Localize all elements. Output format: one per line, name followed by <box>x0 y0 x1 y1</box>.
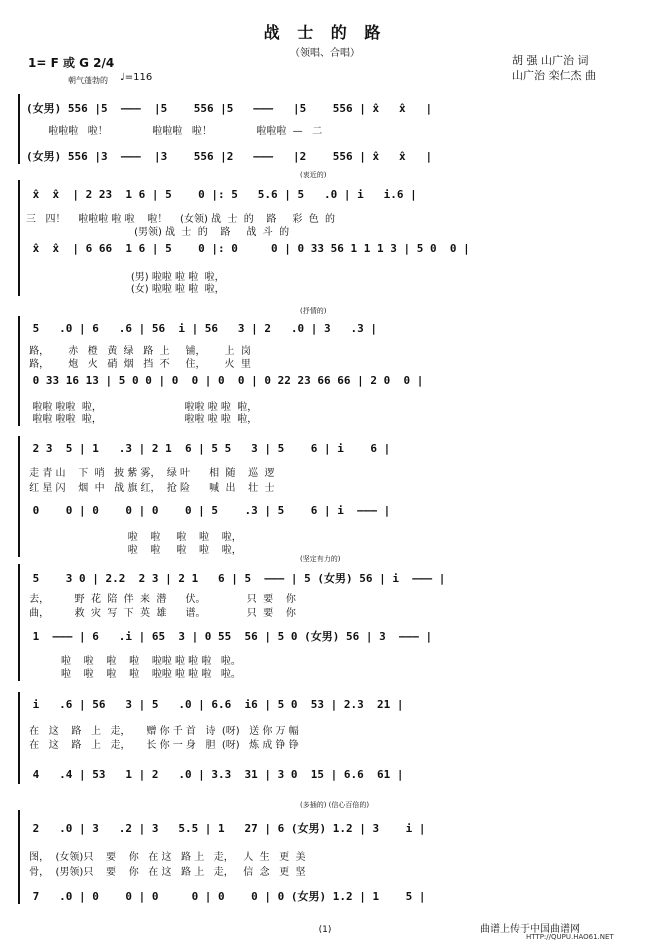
lyric-line: 啦啦 啦啦 啦， 啦啦 啦 啦 啦， <box>26 402 258 413</box>
expression-marker: (衷近的) <box>300 171 327 179</box>
site-url: HTTP://QUPU.HAO61.NET <box>526 933 614 941</box>
lyric-line: 啦 啦 啦 啦 啦， <box>26 545 242 556</box>
notation-line: 7 .0 | 0 0 | 0 0 | 0 0 | 0 (女男) 1.2 | 1 5 | <box>26 890 426 903</box>
lyric-line: 三 四！ 啦啦啦 啦 啦 啦！ (女领) 战 士 的 路 彩 色 的 <box>26 214 336 225</box>
site-watermark: 曲谱上传于中国曲谱网 <box>480 924 580 935</box>
system-brace <box>18 316 20 426</box>
lyric-line: 路， 炮 火 硝 烟 挡 不 住， 火 里 <box>26 359 251 370</box>
expression-marker: (多插的) (信心百倍的) <box>300 801 370 809</box>
song-title: 战 士 的 路 <box>263 23 387 42</box>
key-signature: 1= F 或 G 2/4 <box>28 56 115 70</box>
lyric-line: (男领) 战 士 的 路 战 斗 的 <box>26 227 290 238</box>
notation-line: 1 ——— | 6 .i | 65 3 | 0 55 56 | 5 0 (女男) 56 | 3 ——— | <box>26 630 433 643</box>
system-brace <box>18 436 20 557</box>
lyric-line: 啦 啦 啦 啦 啦啦 啦 啦 啦 啦。 <box>26 669 241 680</box>
notation-line: (女男) 556 |3 ——— |3 556 |2 ——— |2 556 | x̂ x̂ | <box>26 150 433 163</box>
lyric-line: 在 这 路 上 走， 长 你 一 身 胆 (呀) 炼 成 铮 铮 <box>26 740 299 751</box>
expression-marker: (抒情的) <box>300 307 327 315</box>
lyric-line: 图， (女领)只 要 你 在 这 路 上 走， 人 生 更 美 <box>26 852 306 863</box>
lyric-line: 啦 啦 啦 啦 啦啦 啦 啦 啦 啦。 <box>26 656 241 667</box>
notation-line: 5 3 0 | 2.2 2 3 | 2 1 6 | 5 ——— | 5 (女男) 56 | i ——— | <box>26 572 446 585</box>
lyric-line: 曲， 救 灾 写 下 英 雄 谱。 只 要 你 <box>26 608 296 619</box>
notation-line: x̂ x̂ | 2 23 1 6 | 5 0 |: 5 5.6 | 5 .0 | i i.6 | <box>26 188 417 201</box>
system-brace <box>18 94 20 164</box>
tempo-marking: ♩=116 <box>120 72 153 83</box>
lyric-line: 红 星 闪 烟 中 战 旗 红， 抢 险 喊 出 壮 士 <box>26 483 275 494</box>
notation-line: 0 33 16 13 | 5 0 0 | 0 0 | 0 0 | 0 22 23 66 66 | 2 0 0 | <box>26 374 424 387</box>
system-brace <box>18 180 20 296</box>
lyric-line: 骨， (男领)只 要 你 在 这 路 上 走， 信 念 更 坚 <box>26 867 306 878</box>
lyric-line: 在 这 路 上 走， 赠 你 千 首 诗 (呀) 送 你 万 幅 <box>26 726 299 737</box>
system-brace <box>18 692 20 784</box>
system-brace <box>18 810 20 904</box>
expression-marker: (坚定有力的) <box>300 555 341 563</box>
lyric-line: 去， 野 花 陪 伴 来 潜 伏。 只 要 你 <box>26 594 296 605</box>
lyricist-credit: 胡 强 山广治 词 <box>512 54 589 67</box>
notation-line: 2 3 5 | 1 .3 | 2 1 6 | 5 5 3 | 5 6 | i 6 | <box>26 442 391 455</box>
notation-line: i .6 | 56 3 | 5 .0 | 6.6 i6 | 5 0 53 | 2.3 21 | <box>26 698 404 711</box>
lyric-line: (女) 啦啦 啦 啦 啦， <box>26 284 225 295</box>
notation-line: 4 .4 | 53 1 | 2 .0 | 3.3 31 | 3 0 15 | 6.6 61 | <box>26 768 404 781</box>
song-subtitle: （领唱、合唱） <box>290 48 360 59</box>
notation-line: (女男) 556 |5 ——— |5 556 |5 ——— |5 556 | x̂ x̂ | <box>26 102 433 115</box>
system-brace <box>18 564 20 681</box>
lyric-line: 啦啦 啦啦 啦， 啦啦 啦 啦 啦， <box>26 414 258 425</box>
lyric-line: (男) 啦啦 啦 啦 啦， <box>26 272 225 283</box>
tempo-style: 朝气蓬勃的 <box>68 76 108 85</box>
page-number: (1) <box>318 925 332 935</box>
composer-credit: 山广治 栾仁杰 曲 <box>512 69 596 82</box>
lyric-line: 啦啦啦 啦！ 啦啦啦 啦！ 啦啦啦 — 二 <box>26 126 323 137</box>
lyric-line: 走 青 山 下 哨 披 紫 雾， 绿 叶 相 随 巡 逻 <box>26 468 275 479</box>
lyric-line: 路， 赤 橙 黄 绿 路 上 铺， 上 岗 <box>26 346 251 357</box>
notation-line: 0 0 | 0 0 | 0 0 | 5 .3 | 5 6 | i ——— | <box>26 504 391 517</box>
notation-line: 2 .0 | 3 .2 | 3 5.5 | 1 27 | 6 (女男) 1.2 | 3 i | <box>26 822 426 835</box>
notation-line: 5 .0 | 6 .6 | 56 i | 56 3 | 2 .0 | 3 .3 | <box>26 322 377 335</box>
lyric-line: 啦 啦 啦 啦 啦， <box>26 532 242 543</box>
notation-line: x̂ x̂ | 6 66 1 6 | 5 0 |: 0 0 | 0 33 56 1 1 1 3 | 5 0 0 | <box>26 242 470 255</box>
